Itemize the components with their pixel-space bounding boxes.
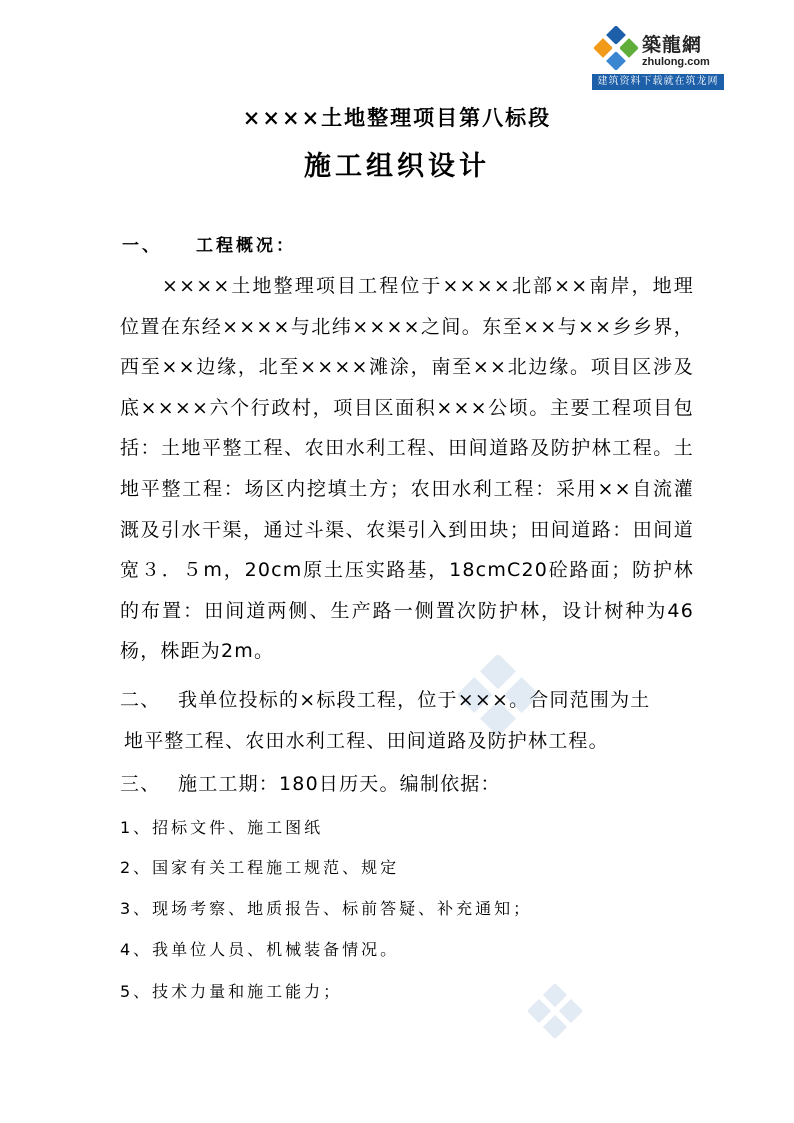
zhulong-logo bbox=[592, 22, 724, 92]
section3 bbox=[120, 764, 700, 805]
zhulong-emblem-icon bbox=[594, 26, 638, 70]
section1-title: 工程概况： bbox=[196, 236, 296, 256]
watermark-emblem-icon bbox=[528, 984, 582, 1038]
document-title-line1: ××××土地整理项目第八标段 bbox=[242, 105, 552, 130]
section2 bbox=[120, 680, 700, 761]
list-item: 4、我单位人员、机械装备情况。 bbox=[120, 940, 400, 959]
section1-number: 一、 bbox=[122, 236, 162, 256]
section2-line1 bbox=[120, 680, 700, 721]
list-item: 5、技术力量和施工能力； bbox=[120, 982, 343, 1001]
section3-text: 施工工期：180日历天。编制依据： bbox=[178, 773, 501, 795]
section1-heading bbox=[122, 231, 296, 256]
section1-paragraph: ××××土地整理项目工程位于××××北部××南岸，地理位置在东经××××与北纬××××之间。东至××与××乡乡界，西至××边缘，北至××××滩涂，南至××北边缘。项目区涉及底××××六个行政村，项目区面积×××公顷。主要工程项目包括：土地平整工程、农田水利工程、田间道路及防护林工程。土地平整工程：场区内挖填土方；农田水利工程：采用××自流灌溉及引水干渠，通过斗渠、农渠引入到田块；田间道路：田间道宽３．５m，20cm原土压实路基，18cmC20砼路面；防护林的布置：田间道两侧、生产路一侧置次防护林，设计树种为46杨，株距为2m。 bbox=[120, 275, 694, 663]
logo-name: 築龍網 bbox=[642, 34, 703, 56]
section3-number: 三、 bbox=[120, 773, 161, 795]
section2-number: 二、 bbox=[120, 689, 161, 711]
document-title-line2: 施工组织设计 bbox=[304, 151, 490, 182]
section2-line1-text: 我单位投标的×标段工程，位于×××。合同范围为土 bbox=[178, 689, 651, 711]
logo-url: zhulong.com bbox=[642, 56, 710, 68]
list-item: 3、现场考察、地质报告、标前答疑、补充通知； bbox=[120, 899, 533, 918]
list-item: 1、招标文件、施工图纸 bbox=[120, 818, 324, 837]
section2-line2: 地平整工程、农田水利工程、田间道路及防护林工程。 bbox=[124, 729, 609, 752]
logo-tagline: 建筑资料下载就在筑龙网 bbox=[592, 74, 724, 90]
list-item: 2、国家有关工程施工规范、规定 bbox=[120, 858, 400, 877]
